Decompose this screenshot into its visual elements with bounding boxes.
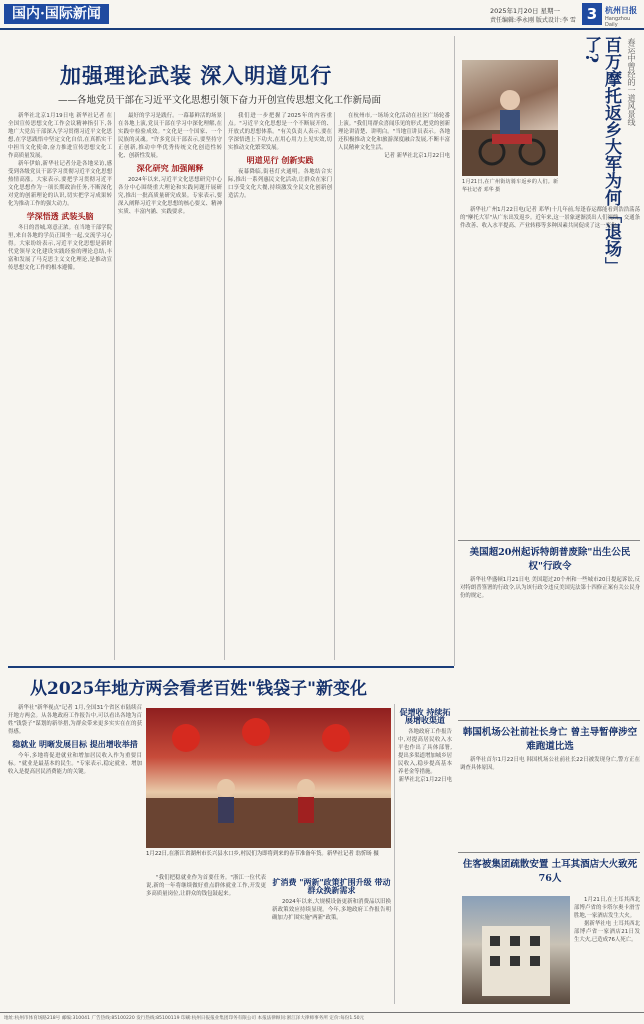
mid-col2-text: 今年,多地将促进就业和增加居民收入作为重要目标。"就业是最基本的民生。"专家表示,稳定就业、增加收入是提高居民消费能力的关键。 bbox=[8, 753, 142, 775]
lead-subhead-2: 深化研究 加强阐释 bbox=[136, 163, 204, 173]
lead-col3-text: 我们进一步把握了2025年的内容重点。"习近平文化思想是一个不断展开的、开放式的思想体系。"有关负责人表示,要在学深悟透上下功夫,在用心用力上见实效,切实推动文化繁荣发展。 bbox=[228, 113, 332, 151]
mid-column-1 bbox=[8, 704, 142, 1004]
world-news-1 bbox=[460, 544, 640, 600]
page-footer: 地址:杭州市体育场路218号 邮编:310041 广告热线:85100220 发行热线:85100119 印刷:杭州日报报业集团印务有限公司 本报法律顾问:浙江泽大律师事务所 定价:每份1.50元 bbox=[0, 1012, 644, 1024]
world2-headline: 韩国机场公社前社长身亡 曾主导暂停涉空难跑道比选 bbox=[462, 727, 638, 752]
hotel-illustration bbox=[462, 896, 570, 1004]
mid-column-5 bbox=[398, 704, 452, 1004]
lead-subhead-1: 学深悟透 武装头脑 bbox=[26, 211, 94, 221]
mid-subhead-1: 稳就业 明晰发展目标 提出增收举措 bbox=[12, 739, 138, 749]
paper-subtitle: Hangzhou Daily bbox=[605, 16, 631, 28]
page-header bbox=[0, 0, 644, 30]
world3-headline: 住客被集团疏散安置 土耳其酒店大火致死76人 bbox=[462, 859, 638, 884]
lead-column-1 bbox=[8, 112, 112, 660]
new-year-goods-photo bbox=[146, 708, 391, 848]
sidebar-headline: 百万摩托返乡大军为何「退场」了? bbox=[581, 36, 621, 274]
lead-headline: 加强理论武装 深入明道见行 bbox=[60, 63, 333, 88]
world2-body: 新华社首尔1月22日电 韩国机场公社前社长22日被发现身亡,警方正在调查具体原因。 bbox=[460, 757, 640, 771]
mid-headline: 从2025年地方两会看老百姓"钱袋子"新变化 bbox=[30, 679, 368, 699]
header-date: 2025年1月20日 星期一 bbox=[490, 7, 561, 15]
lead-intro: 新华社北京1月19日电 新华社记者 在全国宣传思想文化工作会议精神指引下,各地广大党员干部深入学习贯彻习近平文化思想,在学思践悟中坚定文化自信,在真抓实干中担当文化使命,奋力推进宣传思想文化工作高质量发展。 bbox=[8, 113, 112, 159]
lead-col1b-text: 冬日的晋城,寒意正浓。在当地干部学院里,来自各地的学员正围坐一起,交流学习心得。大家纷纷表示,习近平文化思想是新时代党领导文化建设实践经验的理论总结,丰富和发展了马克思主义文化理论,是推动宣传思想文化工作的根本遵循。 bbox=[8, 225, 112, 271]
world3-text bbox=[574, 896, 640, 1004]
mid-column-4 bbox=[272, 874, 391, 1004]
paper-name: 杭州日报 bbox=[605, 5, 637, 15]
page-number: 3 bbox=[582, 3, 602, 25]
lead-column-4 bbox=[338, 112, 450, 660]
lead-col4-text: 在杭州市,一场场文化活动在社区广场轮番上演。"我们用群众喜闻乐见的形式,把党的创新理论讲清楚、讲明白。"当地宣讲员表示。各地还积极推动文化和旅游深度融合发展,不断丰富人民精神文化生活。 bbox=[338, 113, 451, 151]
mid-byline: 新华社北京1月22日电 bbox=[398, 777, 452, 783]
lead-col2-text: 最好的学习是践行。一幕幕鲜活的场景在各地上演,党员干部在学习中深化理解,在实践中检验成效。"文化是一个国家、一个民族的灵魂。"许多党员干部表示,要坚持守正创新,推动中华优秀传统文化创造性转化、创新性发展。 bbox=[118, 113, 222, 159]
sidebar-kicker: 春运中曾经的一道风景线 bbox=[627, 38, 636, 126]
lead-subhead-3: 明道见行 创新实践 bbox=[246, 155, 314, 165]
world3-caption: 1月21日,在土耳其西北部博卢省的卡塔尔奥卡滑雪胜地,一家酒店发生大火。 bbox=[574, 897, 640, 919]
mid-subhead-2: 扩消费 "两新"政策扩围升级 带动群众换新需求 bbox=[272, 877, 391, 895]
world-news-3 bbox=[460, 856, 640, 884]
sidebar-body-text: 新华社广州1月22日电(记者 邓华)十几年前,每逢春运都能看到浩浩荡荡的"摩托大军"从广东出发返乡。近年来,这一景象逐渐淡出人们视线。交通条件改善、收入水平提高、产业转移等多种因素共同促成了这一变化。 bbox=[460, 207, 640, 229]
lead-col3b-text: 夜幕降临,街巷灯火通明。各地结合实际,推出一系列惠民文化活动,让群众在家门口享受文化大餐,持续激发全民文化创新创造活力。 bbox=[228, 169, 332, 199]
mid-column-3 bbox=[146, 874, 266, 1004]
mid-col4-text: 2024年以来,大规模设备更新和消费品以旧换新政策效应持续显现。今年,多地政府工作报告明确加力扩围实施"两新"政策。 bbox=[272, 899, 391, 921]
world1-body: 新华社华盛顿1月21日电 美国超过20个州和一些城市20日提起诉讼,反对特朗普签署的行政令,认为该行政令违反美国宪法第十四修正案有关公民身份的规定。 bbox=[460, 577, 640, 599]
lead-subheadline: ——各地党员干部在习近平文化思想引领下奋力开创宣传思想文化工作新局面 bbox=[58, 95, 382, 106]
motorcycle-photo bbox=[462, 60, 558, 176]
lead-col1-text: 新年伊始,新华社记者分赴各地采访,感受到各级党员干部学习贯彻习近平文化思想热情高涨。大家表示,要把学习贯彻习近平文化思想作为一项长期政治任务,不断深化对党的创新理论的认识,切实把学习成果转化为推动工作的强大动力。 bbox=[8, 161, 112, 207]
world1-headline: 美国超20州起诉特朗普废除"出生公民权"行政令 bbox=[469, 547, 631, 572]
hotel-fire-photo bbox=[462, 896, 570, 1004]
mid-col3-text: "我们把稳就业作为首要任务。"浙江一位代表说,新的一年将继续做好重点群体就业工作,开发更多高质量岗位,让群众的钱包鼓起来。 bbox=[146, 875, 266, 897]
sidebar-photo-caption: 1月21日,在广州街坊骑车返乡的人们。新华社记者 邓华 摄 bbox=[462, 179, 558, 193]
lead-column-2 bbox=[118, 112, 222, 660]
mid-subhead-3: 促增收 持续拓展增收渠道 bbox=[399, 707, 451, 725]
lead-column-3 bbox=[228, 112, 332, 660]
lead-byline: 记者 新华社北京1月22日电 bbox=[384, 153, 450, 159]
mid-col1-text: 新华社"新华视点"记者 1月,全国31个省区市陆续召开地方两会。从各地政府工作报告中,可以看出各地为百姓"钱袋子"谋划的新举措,为群众带来更多实实在在的获得感。 bbox=[8, 705, 142, 735]
mid-photo-caption: 1月22日,在浙江省湖州市长兴县水口乡,村民们为即将到来的春节准备年货。新华社记者 翁忻旸 摄 bbox=[146, 851, 379, 857]
world3-body: 据新华社电 土耳其西北部博卢省一家酒店21日发生大火,已造成76人死亡。 bbox=[574, 921, 640, 943]
lanterns-illustration bbox=[146, 708, 391, 848]
sidebar-body bbox=[460, 206, 640, 536]
motorcycle-illustration bbox=[462, 60, 558, 176]
lead-col2b-text: 2024年以来,习近平文化思想研究中心各分中心围绕重大理论和实践问题开展研究,推出一批高质量研究成果。专家表示,要深入阐释习近平文化思想的核心要义、精神实质、丰富内涵、实践要求。 bbox=[118, 177, 222, 215]
header-editor: 责任编辑:季永刚 版式设计:李 雪 bbox=[490, 17, 576, 24]
world-news-2 bbox=[460, 724, 640, 772]
mid-col5-text: 各地政府工作报告中,对提高居民收入水平也作出了具体部署,提出多渠道增加城乡居民收入,稳步提高基本养老金等措施。 bbox=[398, 729, 452, 775]
section-label: 国内·国际新闻 bbox=[4, 4, 109, 24]
